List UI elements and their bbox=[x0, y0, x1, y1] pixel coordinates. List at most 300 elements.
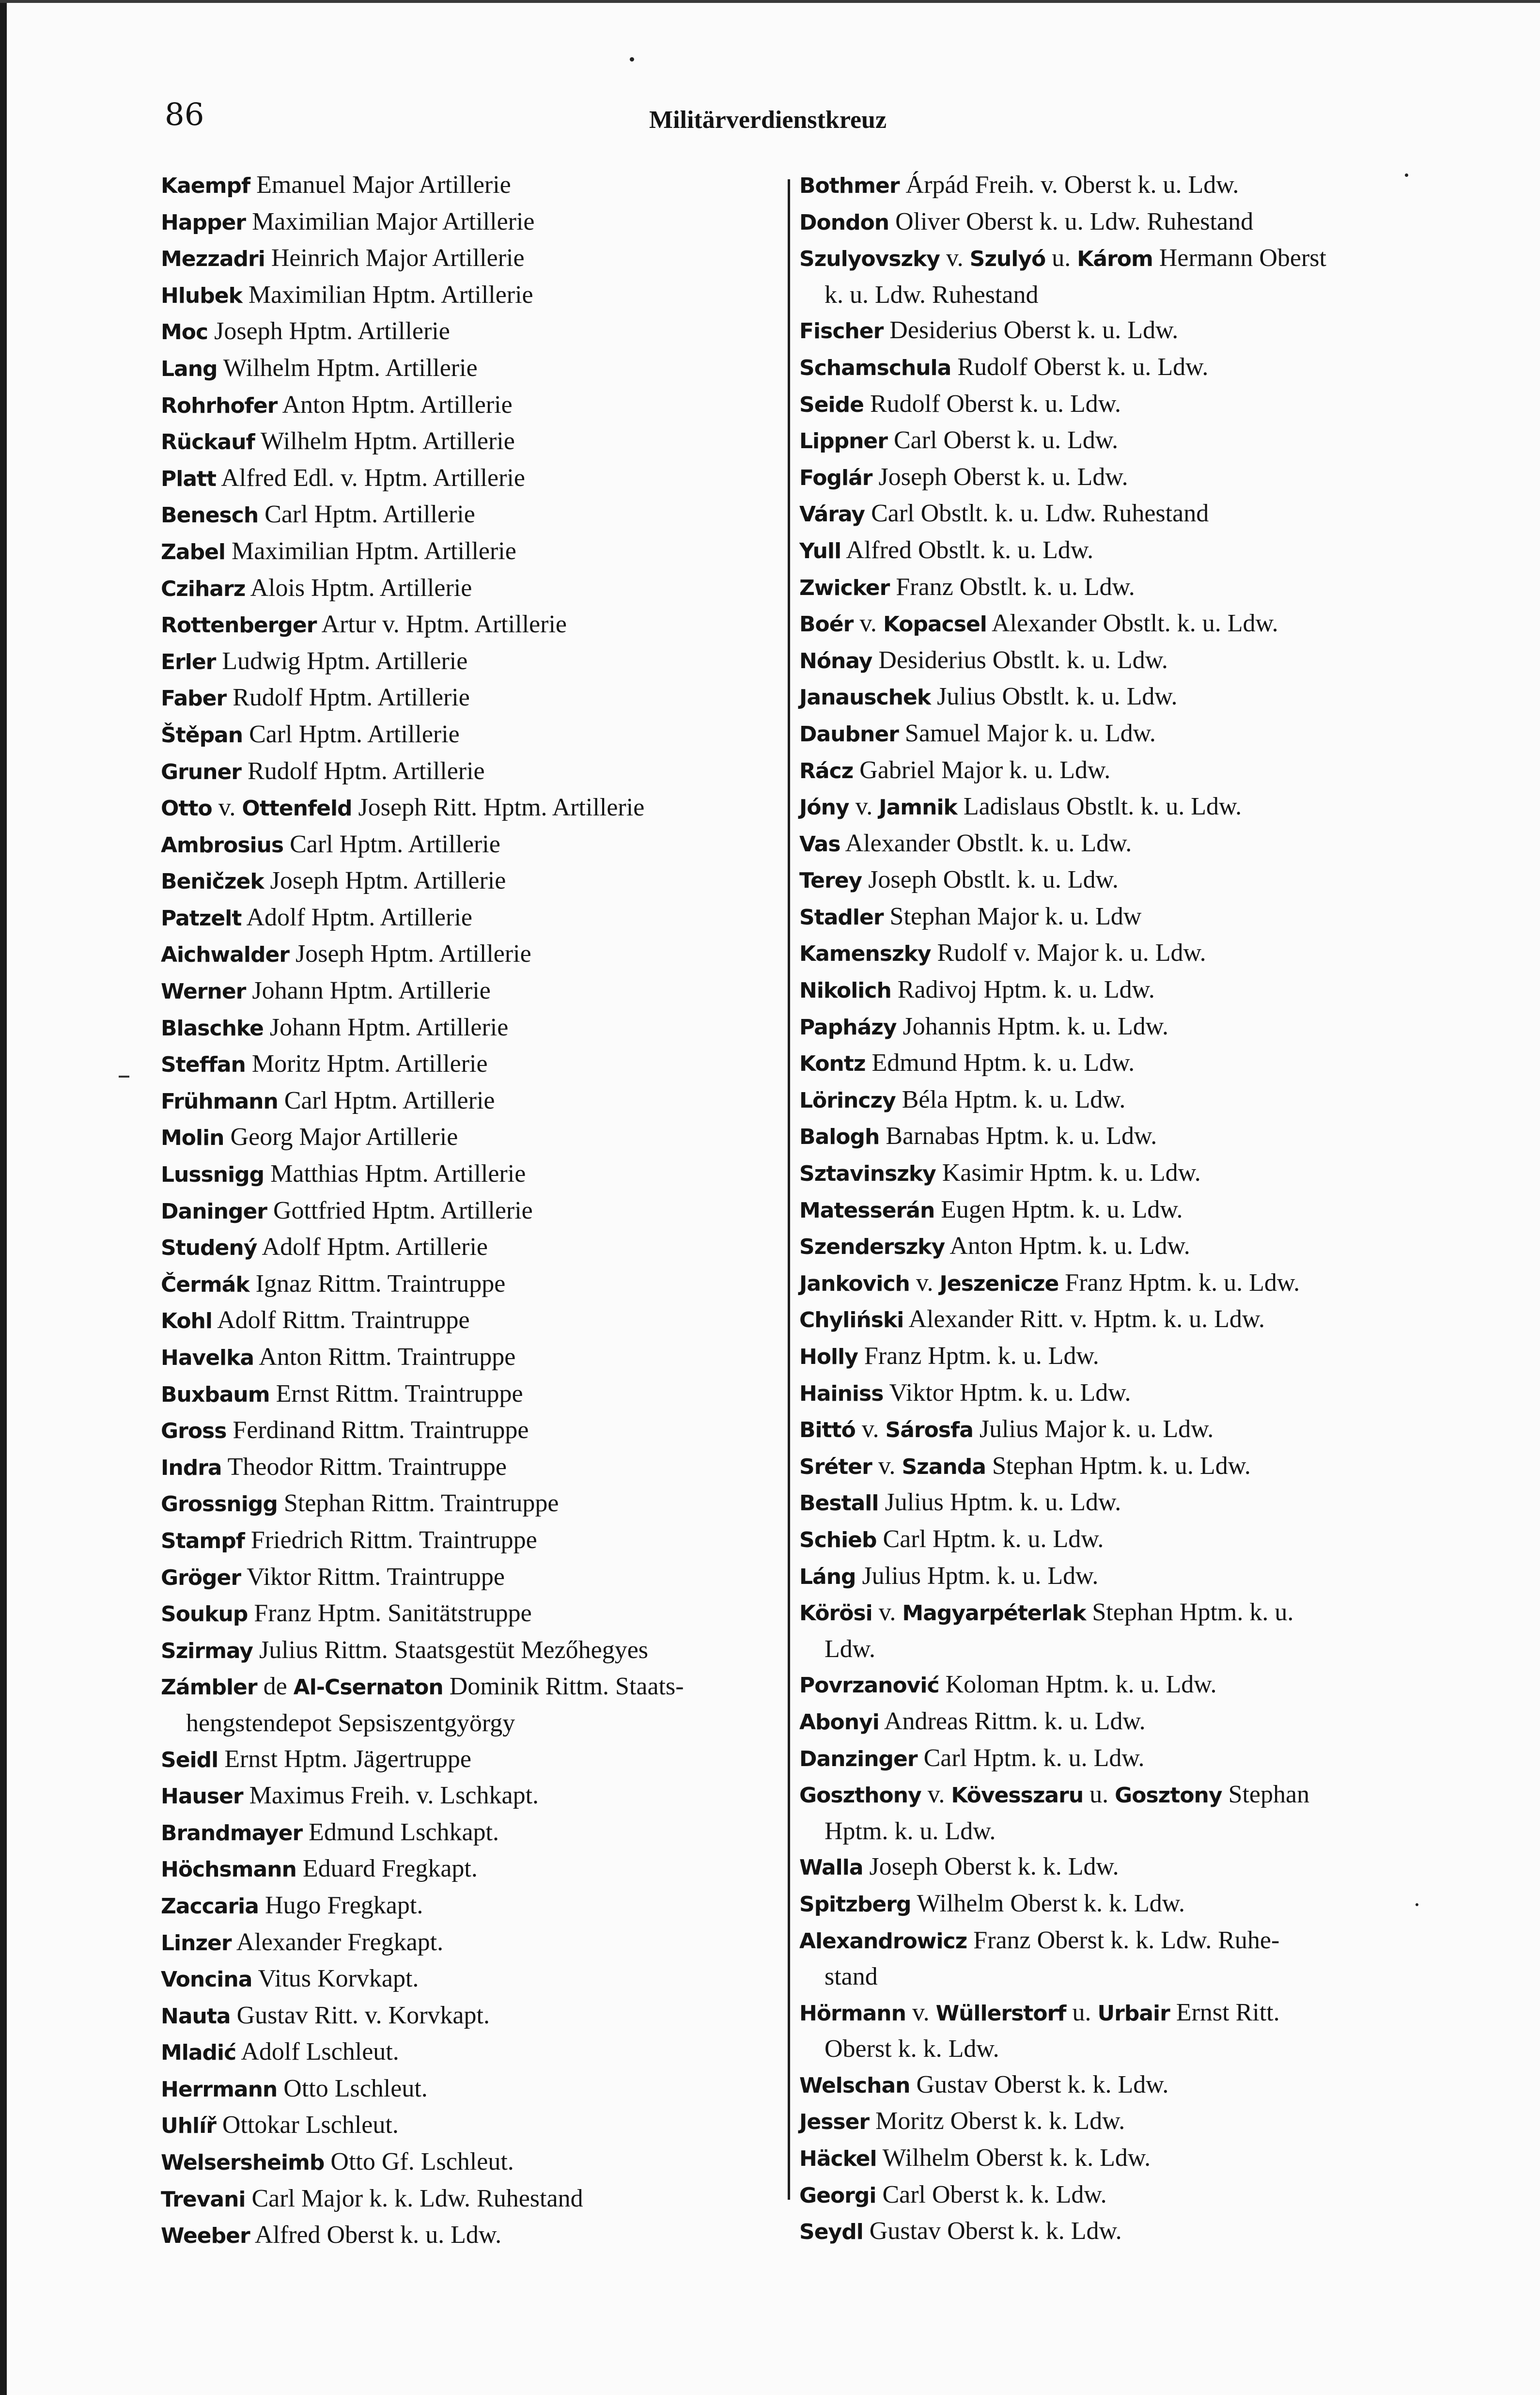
entry bbox=[161, 863, 771, 900]
surname: Szanda bbox=[902, 1454, 986, 1479]
surname: Chyliński bbox=[799, 1308, 904, 1333]
entry-details: Carl Hptm. k. u. Ldw. bbox=[917, 1744, 1145, 1772]
surname: Soukup bbox=[161, 1602, 248, 1627]
entry bbox=[161, 900, 771, 937]
entry-details: Viktor Rittm. Traintruppe bbox=[241, 1563, 505, 1591]
entry bbox=[799, 1923, 1424, 1959]
surname: Sréter bbox=[799, 1454, 872, 1479]
entry-details: Otto Gf. Lschleut. bbox=[324, 2148, 514, 2176]
entry-continuation: Oberst k. k. Ldw. bbox=[824, 2035, 999, 2063]
surname: Buxbaum bbox=[161, 1382, 270, 1407]
entry bbox=[799, 1886, 1424, 1923]
entry bbox=[161, 1998, 771, 2035]
surname: Ambrosius bbox=[161, 832, 284, 858]
surname: Hauser bbox=[161, 1784, 243, 1809]
entry bbox=[161, 1302, 771, 1339]
surname: Brandmayer bbox=[161, 1820, 303, 1846]
entry bbox=[799, 1375, 1424, 1412]
surname: Walla bbox=[799, 1855, 863, 1880]
running-head: Militärverdienstkreuz bbox=[649, 106, 887, 134]
entry-details: Kasimir Hptm. k. u. Ldw. bbox=[935, 1159, 1201, 1187]
surname: Mezzadri bbox=[161, 247, 265, 272]
entry-continuation: stand bbox=[824, 1963, 878, 1991]
surname: Jankovich bbox=[799, 1271, 910, 1296]
entry-details: Gustav Oberst k. k. Ldw. bbox=[910, 2070, 1169, 2098]
entry-details: v. bbox=[212, 794, 242, 822]
entry-details: Ludwig Hptm. Artillerie bbox=[216, 647, 468, 675]
surname: Jesser bbox=[799, 2110, 870, 2135]
entry bbox=[161, 643, 771, 680]
entry-details: Franz Oberst k. k. Ldw. Ruhe- bbox=[967, 1926, 1280, 1954]
entry bbox=[799, 1192, 1424, 1229]
entry-details: Andreas Rittm. k. u. Ldw. bbox=[879, 1707, 1146, 1735]
surname: Erler bbox=[161, 649, 216, 674]
entry bbox=[799, 496, 1424, 532]
entry-details: Árpád Freih. v. Oberst k. u. Ldw. bbox=[899, 171, 1239, 199]
entry-details: Oliver Oberst k. u. Ldw. Ruhestand bbox=[889, 207, 1254, 235]
surname: Al-Csernaton bbox=[293, 1675, 443, 1700]
surname: Happer bbox=[161, 210, 246, 235]
surname: Vas bbox=[799, 831, 840, 857]
entry-details: Carl Hptm. Artillerie bbox=[243, 720, 460, 748]
entry bbox=[799, 1849, 1424, 1886]
entry bbox=[161, 1339, 771, 1376]
entry bbox=[799, 240, 1424, 277]
entry bbox=[161, 1486, 771, 1522]
surname: Nónay bbox=[799, 648, 872, 673]
entry-details: Eduard Fregkapt. bbox=[296, 1855, 478, 1883]
surname: Lang bbox=[161, 356, 218, 381]
entry-details: Stephan Major k. u. Ldw bbox=[883, 902, 1142, 930]
entry-details: Rudolf v. Major k. u. Ldw. bbox=[931, 939, 1206, 967]
entry bbox=[161, 1119, 771, 1156]
entry-details: Ernst Hptm. Jägertruppe bbox=[218, 1745, 471, 1773]
entry-details: Carl Major k. k. Ldw. Ruhestand bbox=[245, 2184, 583, 2212]
surname: Indra bbox=[161, 1455, 222, 1480]
entry-details: Carl Hptm. k. u. Ldw. bbox=[876, 1525, 1104, 1553]
entry bbox=[799, 1228, 1424, 1265]
surname: Rückauf bbox=[161, 430, 255, 455]
entry-details: Adolf Hptm. Artillerie bbox=[241, 903, 472, 931]
entry bbox=[161, 1815, 771, 1851]
entry bbox=[161, 1888, 771, 1925]
entry bbox=[799, 1595, 1424, 1631]
entry-continuation: k. u. Ldw. Ruhestand bbox=[824, 281, 1039, 309]
surname: Uhlíř bbox=[161, 2113, 216, 2139]
entry bbox=[161, 1961, 771, 1998]
entry-details: Carl Hptm. Artillerie bbox=[278, 1086, 495, 1114]
surname: Weeber bbox=[161, 2223, 250, 2249]
surname: Nikolich bbox=[799, 978, 891, 1003]
entry-details: Matthias Hptm. Artillerie bbox=[264, 1160, 526, 1188]
surname: Kontz bbox=[799, 1051, 866, 1077]
entry-continuation: Hptm. k. u. Ldw. bbox=[824, 1817, 996, 1845]
entry bbox=[799, 679, 1424, 716]
surname: Nauta bbox=[161, 2004, 231, 2029]
entry-details: Rudolf Oberst k. u. Ldw. bbox=[951, 353, 1209, 381]
entry bbox=[161, 167, 771, 204]
entry-details: Joseph Hptm. Artillerie bbox=[208, 317, 450, 345]
entry bbox=[799, 2140, 1424, 2177]
entry bbox=[161, 313, 771, 350]
entry-details: Barnabas Hptm. k. u. Ldw. bbox=[879, 1122, 1157, 1150]
surname: Herrmann bbox=[161, 2077, 278, 2102]
surname: Szulyó bbox=[969, 247, 1046, 272]
entry-details: Julius Major k. u. Ldw. bbox=[973, 1415, 1214, 1443]
entry-details: Ferdinand Rittm. Traintruppe bbox=[226, 1416, 529, 1444]
entry bbox=[799, 1045, 1424, 1082]
entry-details: Anton Hptm. Artillerie bbox=[277, 391, 513, 419]
entry-details: Dominik Rittm. Staats- bbox=[443, 1673, 684, 1701]
entry bbox=[161, 2181, 771, 2218]
entry bbox=[161, 387, 771, 424]
surname: Spitzberg bbox=[799, 1892, 911, 1917]
surname: Hörmann bbox=[799, 2001, 906, 2026]
entry-details: Julius Hptm. k. u. Ldw. bbox=[878, 1488, 1121, 1517]
surname: Matesserán bbox=[799, 1198, 935, 1223]
surname: Stampf bbox=[161, 1528, 245, 1553]
entry bbox=[799, 1118, 1424, 1155]
entry bbox=[161, 2034, 771, 2071]
entry bbox=[799, 716, 1424, 752]
surname: Zabel bbox=[161, 539, 226, 564]
entry-details: Rudolf Oberst k. u. Ldw. bbox=[863, 390, 1121, 418]
entry bbox=[161, 2107, 771, 2144]
surname: Wüllerstorf bbox=[935, 2001, 1066, 2026]
surname: Beničzek bbox=[161, 869, 264, 894]
surname: Platt bbox=[161, 466, 217, 491]
surname: Molin bbox=[161, 1126, 224, 1151]
entry bbox=[161, 1522, 771, 1559]
surname: Láng bbox=[799, 1564, 856, 1589]
entry-details: Friedrich Rittm. Traintruppe bbox=[244, 1526, 537, 1554]
entry-details: v. bbox=[871, 1452, 902, 1480]
entry bbox=[161, 277, 771, 314]
surname: Štěpan bbox=[161, 722, 243, 748]
surname: Lörinczy bbox=[799, 1088, 896, 1113]
surname: Studený bbox=[161, 1236, 257, 1261]
entry-details: Ernst Rittm. Traintruppe bbox=[269, 1379, 523, 1408]
entry-details: Heinrich Major Artillerie bbox=[264, 244, 525, 272]
entry-details: Alexander Obstlt. k. u. Ldw. bbox=[986, 610, 1278, 638]
surname: Gross bbox=[161, 1419, 227, 1444]
entry-details: Stephan Hptm. k. u. Ldw. bbox=[985, 1452, 1251, 1480]
entry-details: Joseph Hptm. Artillerie bbox=[289, 940, 531, 968]
entry bbox=[799, 899, 1424, 936]
surname: Alexandrowicz bbox=[799, 1928, 967, 1954]
surname: Seidl bbox=[161, 1747, 218, 1772]
entry-details: v. bbox=[940, 244, 970, 272]
entry-details: Rudolf Hptm. Artillerie bbox=[241, 757, 485, 785]
entry-details: Gabriel Major k. u. Ldw. bbox=[853, 756, 1111, 784]
entry-details: de bbox=[257, 1673, 294, 1701]
entry bbox=[161, 1412, 771, 1449]
entry-details: Wilhelm Oberst k. k. Ldw. bbox=[876, 2144, 1151, 2172]
surname: Gröger bbox=[161, 1565, 241, 1590]
surname: Schieb bbox=[799, 1527, 877, 1552]
entry-details: Franz Hptm. k. u. Ldw. bbox=[1058, 1268, 1300, 1297]
entry-details: Maximus Freih. v. Lschkapt. bbox=[243, 1782, 539, 1810]
entry bbox=[799, 1667, 1424, 1704]
surname: Cziharz bbox=[161, 576, 246, 601]
entry-details: Stephan Rittm. Traintruppe bbox=[277, 1489, 559, 1518]
entry-details: Rudolf Hptm. Artillerie bbox=[226, 684, 470, 712]
entry bbox=[161, 936, 771, 973]
entry bbox=[161, 533, 771, 570]
entry-details: Franz Hptm. k. u. Ldw. bbox=[857, 1342, 1099, 1370]
entry-details: u. bbox=[1045, 244, 1077, 272]
entry bbox=[161, 240, 771, 277]
entry-details: Ignaz Rittm. Traintruppe bbox=[249, 1269, 506, 1298]
surname: Werner bbox=[161, 979, 246, 1004]
entry bbox=[161, 1596, 771, 1632]
entry bbox=[161, 2217, 771, 2254]
surname: Bittó bbox=[799, 1418, 856, 1443]
entry bbox=[161, 1010, 771, 1047]
entry bbox=[161, 1046, 771, 1083]
surname: Schamschula bbox=[799, 355, 951, 380]
entry bbox=[799, 1009, 1424, 1046]
entry bbox=[799, 167, 1424, 204]
surname: Seydl bbox=[799, 2220, 863, 2245]
entry-details: Hugo Fregkapt. bbox=[258, 1891, 423, 1919]
surname: Daubner bbox=[799, 721, 899, 747]
surname: Sárosfa bbox=[885, 1418, 973, 1443]
entry bbox=[161, 204, 771, 241]
entry bbox=[799, 532, 1424, 569]
entry-details: Artur v. Hptm. Artillerie bbox=[316, 610, 567, 639]
entry bbox=[799, 1448, 1424, 1485]
entry bbox=[799, 1301, 1424, 1338]
surname: Grossnigg bbox=[161, 1492, 278, 1517]
surname: Blaschke bbox=[161, 1016, 264, 1041]
surname: Trevani bbox=[161, 2187, 246, 2212]
entry-details: Emanuel Major Artillerie bbox=[250, 171, 511, 199]
surname: Stadler bbox=[799, 905, 884, 930]
entry-details: Koloman Hptm. k. u. Ldw. bbox=[939, 1671, 1217, 1699]
surname: Hainiss bbox=[799, 1381, 884, 1406]
entry bbox=[799, 386, 1424, 423]
entry-details: Desiderius Obstlt. k. u. Ldw. bbox=[872, 646, 1168, 674]
entry bbox=[161, 570, 771, 607]
entry bbox=[161, 717, 771, 753]
entry-details: Alfred Edl. v. Hptm. Artillerie bbox=[216, 464, 525, 492]
entry bbox=[799, 1740, 1424, 1777]
surname: Kövesszaru bbox=[951, 1783, 1084, 1808]
column-divider bbox=[788, 179, 790, 2200]
entry-details: Moritz Oberst k. k. Ldw. bbox=[869, 2107, 1125, 2135]
entry bbox=[161, 1851, 771, 1888]
surname: Lippner bbox=[799, 429, 887, 454]
surname: Welsersheimb bbox=[161, 2150, 325, 2176]
entry bbox=[161, 680, 771, 717]
surname: Magyarpéterlak bbox=[902, 1601, 1086, 1626]
entry-details: Joseph Obstlt. k. u. Ldw. bbox=[862, 866, 1119, 894]
entry-details: Anton Hptm. k. u. Ldw. bbox=[945, 1232, 1190, 1260]
surname: Kamenszky bbox=[799, 941, 931, 967]
surname: Mladić bbox=[161, 2040, 236, 2066]
surname: Häckel bbox=[799, 2146, 877, 2172]
entry bbox=[799, 2213, 1424, 2250]
entry-details: Joseph Ritt. Hptm. Artillerie bbox=[352, 794, 645, 822]
ink-speck bbox=[630, 57, 634, 62]
surname: Frühmann bbox=[161, 1089, 278, 1114]
entry-details: Viktor Hptm. k. u. Ldw. bbox=[883, 1378, 1131, 1407]
entry-details: Carl Hptm. Artillerie bbox=[258, 501, 475, 529]
entry bbox=[161, 1083, 771, 1120]
entry-continuation: hengstendepot Sepsiszentgyörgy bbox=[186, 1709, 515, 1737]
entry-details: Otto Lschleut. bbox=[277, 2074, 428, 2102]
surname: Benesch bbox=[161, 503, 259, 528]
surname: Holly bbox=[799, 1345, 858, 1369]
entry bbox=[161, 973, 771, 1010]
entry-details: v. bbox=[872, 1598, 902, 1627]
entry bbox=[799, 862, 1424, 899]
surname: Terey bbox=[799, 868, 862, 893]
entry bbox=[161, 790, 771, 827]
surname: Körösi bbox=[799, 1601, 872, 1626]
surname: Jamnik bbox=[879, 795, 957, 820]
surname: Foglár bbox=[799, 465, 872, 490]
entry-details: Franz Obstlt. k. u. Ldw. bbox=[889, 573, 1135, 601]
surname: Kohl bbox=[161, 1309, 212, 1334]
entry bbox=[799, 423, 1424, 459]
surname: Seide bbox=[799, 392, 864, 417]
surname: Goszthony bbox=[799, 1783, 921, 1808]
surname: Gosztony bbox=[1115, 1783, 1222, 1808]
entry-details: Joseph Oberst k. k. Ldw. bbox=[863, 1853, 1119, 1881]
entry bbox=[799, 826, 1424, 862]
entry-details: Julius Rittm. Staatsgestüt Mezőhegyes bbox=[252, 1636, 649, 1664]
entry-details: Moritz Hptm. Artillerie bbox=[245, 1050, 488, 1078]
surname: Čermák bbox=[161, 1272, 249, 1297]
entry-details: Joseph Hptm. Artillerie bbox=[264, 867, 506, 895]
entry-details: Radivoj Hptm. k. u. Ldw. bbox=[891, 976, 1155, 1004]
entry-details: Johann Hptm. Artillerie bbox=[263, 1013, 509, 1041]
surname: Yull bbox=[799, 538, 841, 564]
surname: Steffan bbox=[161, 1052, 246, 1078]
surname: Papházy bbox=[799, 1015, 897, 1040]
entry-details: v. bbox=[853, 610, 883, 638]
entry-details: Johann Hptm. Artillerie bbox=[246, 977, 491, 1005]
entry-details: v. bbox=[849, 793, 879, 821]
entry bbox=[161, 2071, 771, 2108]
entry-details: Alfred Oberst k. u. Ldw. bbox=[249, 2221, 502, 2249]
entry bbox=[161, 1669, 771, 1706]
entry bbox=[161, 1741, 771, 1778]
surname: Linzer bbox=[161, 1930, 232, 1956]
entry-details: Ladislaus Obstlt. k. u. Ldw. bbox=[957, 793, 1242, 821]
entry bbox=[799, 606, 1424, 642]
entry-details: Alexander Obstlt. k. u. Ldw. bbox=[840, 829, 1132, 857]
entry bbox=[799, 349, 1424, 386]
page-top-edge bbox=[0, 0, 1540, 3]
entry bbox=[799, 1155, 1424, 1192]
entry bbox=[799, 459, 1424, 496]
entry-details: Gustav Oberst k. k. Ldw. bbox=[863, 2217, 1122, 2245]
right-column bbox=[799, 167, 1424, 2250]
entry-details: Theodor Rittm. Traintruppe bbox=[221, 1453, 507, 1481]
entry bbox=[799, 1338, 1424, 1375]
surname: Zámbler bbox=[161, 1675, 257, 1700]
surname: Károm bbox=[1077, 247, 1153, 272]
entry bbox=[799, 1558, 1424, 1595]
entry bbox=[161, 1632, 771, 1669]
surname: Dondon bbox=[799, 210, 889, 235]
entry bbox=[799, 972, 1424, 1009]
surname: Szirmay bbox=[161, 1638, 253, 1663]
surname: Urbair bbox=[1097, 2001, 1170, 2026]
entry bbox=[799, 2177, 1424, 2214]
surname: Höchsmann bbox=[161, 1857, 296, 1882]
entry-details: Georg Major Artillerie bbox=[224, 1123, 458, 1151]
entry bbox=[799, 642, 1424, 679]
surname: Abonyi bbox=[799, 1709, 879, 1735]
entry-details: Adolf Lschleut. bbox=[236, 2038, 399, 2066]
entry-details: Adolf Rittm. Traintruppe bbox=[212, 1306, 470, 1334]
surname: Welschan bbox=[799, 2073, 910, 2098]
entry-continuation: Ldw. bbox=[824, 1635, 875, 1663]
entry bbox=[161, 827, 771, 863]
surname: Zwicker bbox=[799, 575, 890, 600]
surname: Hlubek bbox=[161, 283, 242, 308]
entry bbox=[799, 752, 1424, 789]
entry-details: u. bbox=[1066, 1998, 1098, 2026]
entry-details: v. bbox=[855, 1415, 886, 1443]
entry-details: Adolf Hptm. Artillerie bbox=[257, 1233, 488, 1261]
entry bbox=[161, 1376, 771, 1413]
entry bbox=[799, 2103, 1424, 2140]
entry-details: Gottfried Hptm. Artillerie bbox=[266, 1196, 533, 1224]
entry bbox=[799, 1082, 1424, 1119]
surname: Moc bbox=[161, 320, 208, 345]
entry bbox=[161, 1778, 771, 1815]
entry-details: Carl Obstlt. k. u. Ldw. Ruhestand bbox=[865, 500, 1209, 528]
entry bbox=[161, 1925, 771, 1961]
entry bbox=[161, 2144, 771, 2181]
entry-details: Hermann Oberst bbox=[1152, 244, 1326, 272]
surname: Bestall bbox=[799, 1491, 879, 1516]
entry bbox=[161, 607, 771, 643]
surname: Otto bbox=[161, 796, 212, 821]
entry-details: Franz Hptm. Sanitätstruppe bbox=[248, 1599, 532, 1628]
surname: Jóny bbox=[799, 795, 849, 820]
entry-details: Wilhelm Oberst k. k. Ldw. bbox=[911, 1889, 1185, 1917]
surname: Zaccaria bbox=[161, 1894, 259, 1919]
entry bbox=[799, 204, 1424, 241]
entry bbox=[161, 1559, 771, 1596]
entry-details: v. bbox=[909, 1268, 940, 1297]
surname: Szenderszky bbox=[799, 1235, 945, 1260]
surname: Váray bbox=[799, 502, 865, 527]
entry bbox=[161, 1449, 771, 1486]
entry-details: Julius Obstlt. k. u. Ldw. bbox=[931, 683, 1178, 711]
surname: Bothmer bbox=[799, 173, 900, 198]
entry bbox=[799, 313, 1424, 349]
entry-details: Carl Oberst k. u. Ldw. bbox=[887, 426, 1119, 454]
entry bbox=[161, 1229, 771, 1266]
surname: Janauschek bbox=[799, 685, 931, 710]
entry-details: Stephan Hptm. k. u. bbox=[1086, 1598, 1294, 1627]
entry bbox=[161, 753, 771, 790]
surname: Patzelt bbox=[161, 906, 242, 931]
entry bbox=[799, 1995, 1424, 2032]
page-edge-shadow bbox=[0, 0, 7, 2395]
entry bbox=[799, 569, 1424, 606]
surname: Kopacsel bbox=[883, 612, 987, 637]
entry-details: Joseph Oberst k. u. Ldw. bbox=[872, 463, 1128, 491]
entry bbox=[161, 1156, 771, 1193]
